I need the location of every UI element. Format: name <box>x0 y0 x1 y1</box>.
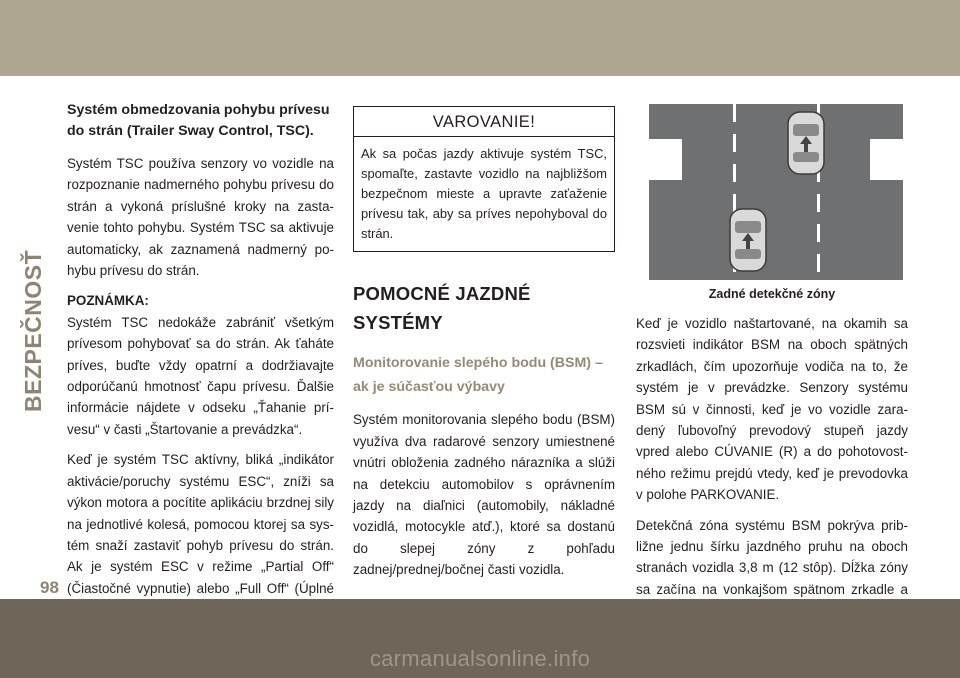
figure-caption: Zadné detekčné zóny <box>708 287 836 301</box>
tsc-paragraph-2: Keď je systém TSC aktívny, bliká „indikátor aktivácie/poruchy systému ESC“, zníži sa výkon motora a pocítite aplikáciu brzdnej sily na jednotlivé kolesá, pomocou ktorej sa systém snaží zastaviť pohyb prívesu do strán. Ak je systém ESC v režime „Partial Off“ (Čiastočné vypnutie) alebo „Full Off“ (Úplné <box>67 452 334 596</box>
top-band <box>0 0 960 76</box>
tsc-heading: Systém obmedzovania pohybu prívesu do strán (Trailer Sway Control, TSC). <box>67 102 330 139</box>
warning-box <box>353 106 615 252</box>
bsm-paragraph-2: Keď je vozidlo naštartované, na okamih sa rozsvieti indikátor BSM na oboch spätných zrkadlách, čím upozorňuje vodiča na to, že systém je v prevádzke. Senzory systému BSM sú v činnosti, keď je vo vozidle zaradený ľubovoľný prevodový stupeň jazdy vpred alebo CÚVANIE (R) a do pohotovostného režimu prejdú vtedy, keď je prevodovka v polohe PARKOVANIE. <box>636 316 908 503</box>
rear-detection-zones-figure <box>649 104 903 280</box>
section-title: POMOCNÉ JAZDNÉ SYSTÉMY <box>353 283 531 334</box>
column-2 <box>353 106 615 590</box>
tsc-paragraph-1: Systém TSC používa senzory vo vozidle na rozpoznanie nadmerného pohybu prívesu do strán a vykoná príslušné kroky na zastavenie tohto pohybu. Systém TSC sa aktivuje automaticky, ak zaznamená nadmerný pohybu prívesu do strán. <box>67 156 334 279</box>
note-title: POZNÁMKA: <box>67 293 149 309</box>
bsm-paragraph-1: Systém monitorovania slepého bodu (BSM) využíva dva radarové senzory umiestnené vnútri obloženia zadného nárazníka a slúži na detekciu automobilov s oprávnením jazdy na diaľnici (automobily, nákladné vozidlá, motocykle atď.), ktoré sa dostanú do slepej zóny z pohľadu zadnej/prednej/bočnej časti vozidla. <box>353 412 615 578</box>
warning-text: Ak sa počas jazdy aktivuje systém TSC, spomaľte, zastavte vozidlo na najbližšom bezpečnom mieste a upravte zaťaženie prívesu tak, aby sa príves nepohyboval do strán. <box>361 146 607 241</box>
vehicles-illustration <box>649 104 903 280</box>
bsm-paragraph-3: Detekčná zóna systému BSM pokrýva približne jednu šírku jazdného pruhu na oboch stranách vozidla 3,8 m (12 stôp). Dĺžka zóny sa začína na vonkajšom spätnom zrkadle a <box>636 517 908 597</box>
column-3 <box>636 104 908 631</box>
chapter-side-label <box>20 249 46 412</box>
tsc-note <box>67 290 334 440</box>
chapter-label-text: BEZPEČNOSŤ <box>20 249 46 412</box>
car-bottom-icon <box>730 209 766 271</box>
subsection-title: Monitorovanie slepého bodu (BSM) – ak je súčasťou výbavy <box>353 355 603 396</box>
note-text: Systém TSC nedokáže zabrániť všetkým prívesom pohybovať sa do strán. Ak ťaháte príves, buďte vždy opatrní a dodržiavajte odporúčanú hmotnosť čapu prívesu. Ďalšie informácie nájdete v odseku „Ťahanie prívesu“ v časti „Štartovanie a prevádzka“. <box>67 314 334 437</box>
page-number: 98 <box>40 578 59 597</box>
warning-title: VAROVANIE! <box>354 107 614 137</box>
column-1 <box>67 100 334 630</box>
car-top-icon <box>788 112 824 174</box>
watermark: carmanualsonline.info <box>369 646 591 671</box>
